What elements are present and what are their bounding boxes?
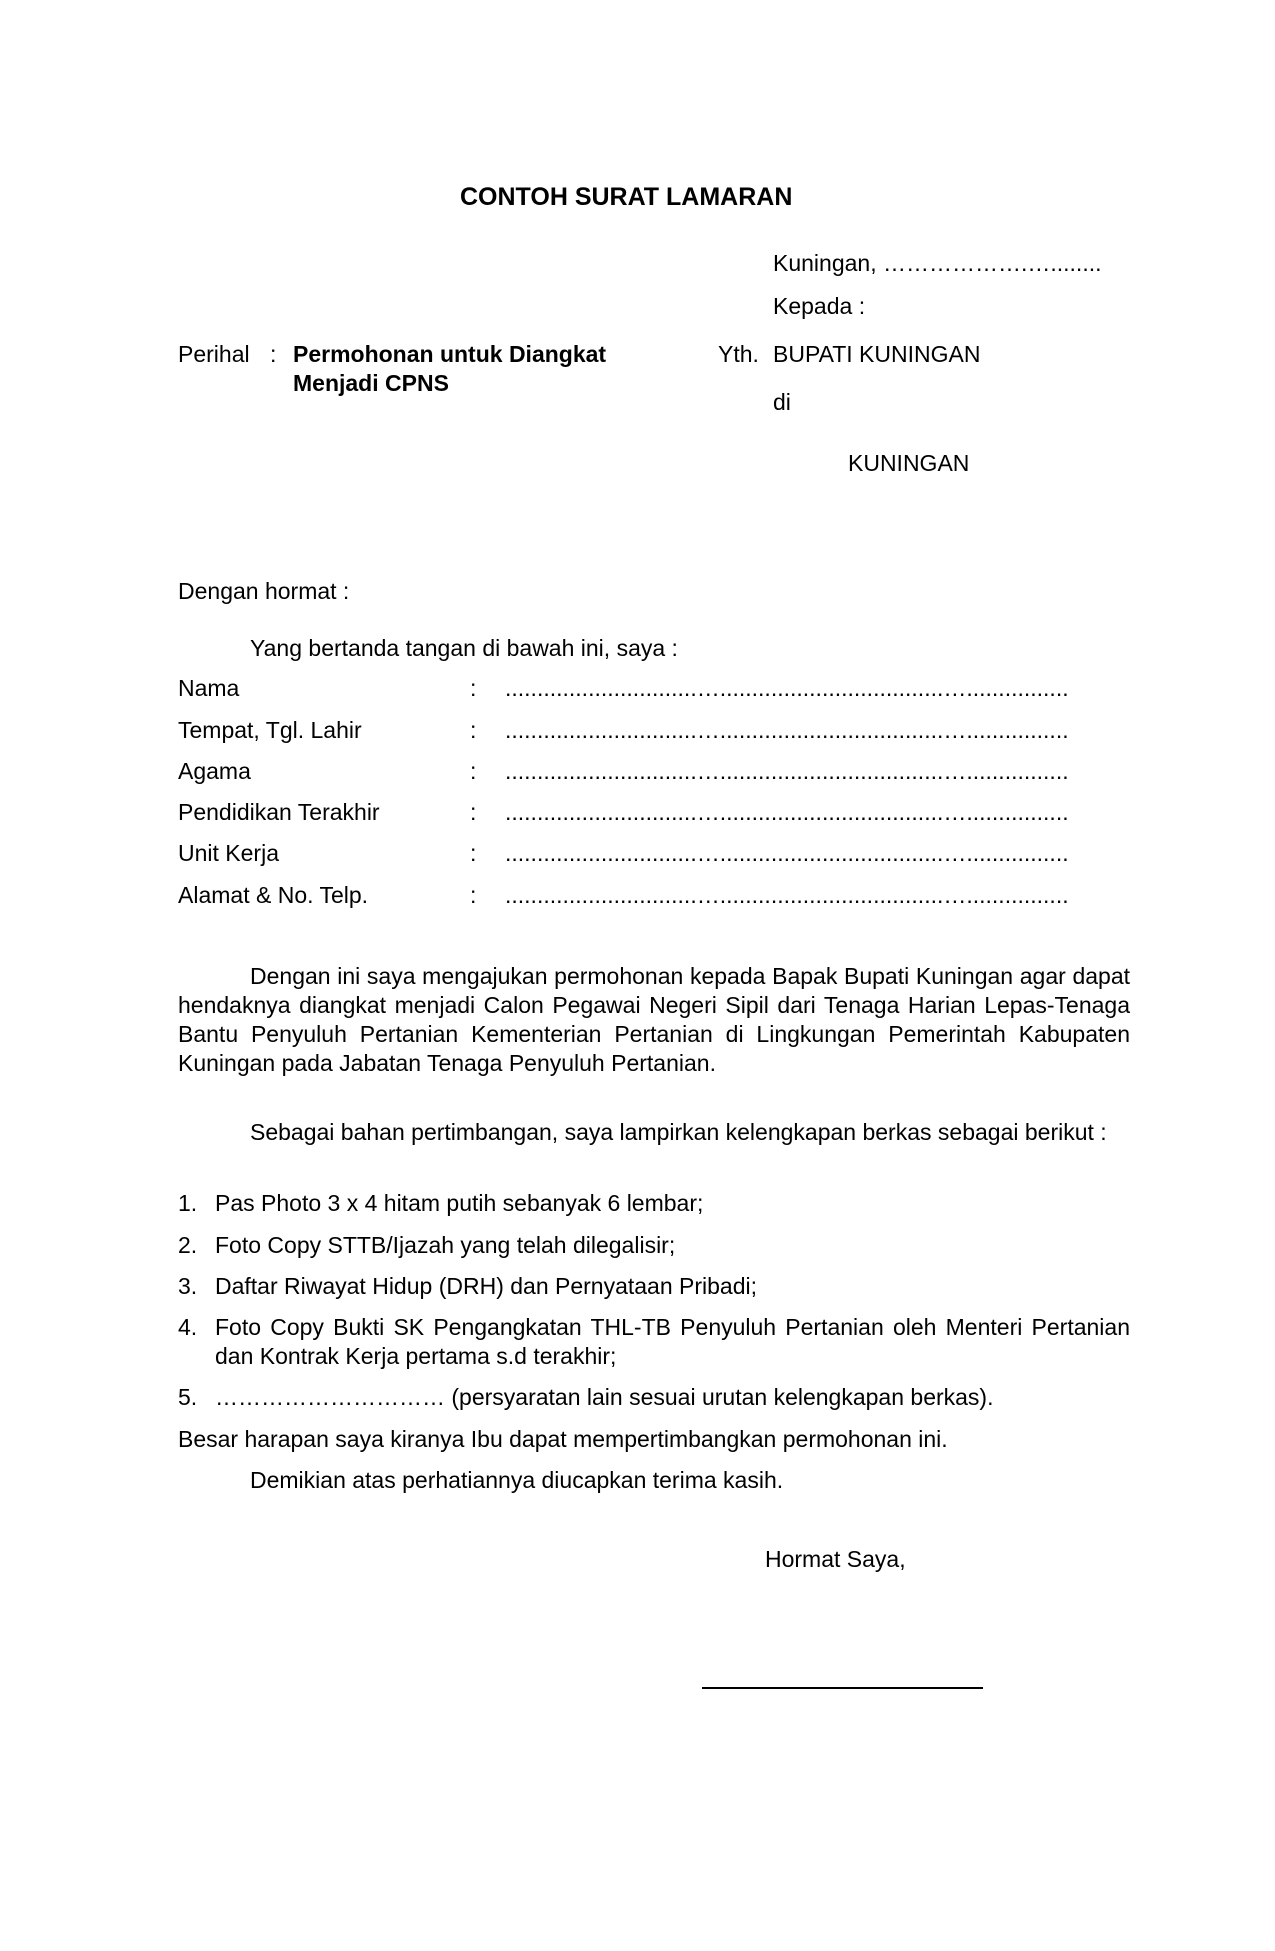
field-colon: : bbox=[470, 675, 477, 701]
perihal-colon: : bbox=[270, 341, 277, 367]
closing-line-1: Besar harapan saya kiranya Ibu dapat mempertimbangkan permohonan ini. bbox=[178, 1426, 948, 1452]
list-number: 5. bbox=[178, 1384, 198, 1410]
list-text: Daftar Riwayat Hidup (DRH) dan Pernyataan Pribadi; bbox=[215, 1273, 758, 1299]
perihal-label: Perihal bbox=[178, 341, 250, 367]
recipient-city: KUNINGAN bbox=[848, 450, 970, 476]
field-label: Tempat, Tgl. Lahir bbox=[178, 717, 362, 743]
list-number: 3. bbox=[178, 1273, 198, 1299]
field-blank: ..............................…...................................…................ bbox=[505, 758, 1069, 784]
field-label: Agama bbox=[178, 758, 251, 784]
field-label: Alamat & No. Telp. bbox=[178, 882, 369, 908]
body-paragraph-1: Dengan ini saya mengajukan permohonan kepada Bapak Bupati Kuningan agar dapat hendaknya diangkat menjadi Calon Pegawai Negeri Sipil dari Tenaga Harian Lepas-Tenaga Bantu Penyuluh Pertanian Kementerian Pertanian di Lingkungan Pemerintah Kabupaten Kuningan pada Jabatan Tenaga Penyuluh Pertanian. bbox=[178, 963, 1130, 1076]
di-label: di bbox=[773, 389, 791, 415]
field-colon: : bbox=[470, 840, 477, 866]
signoff: Hormat Saya, bbox=[765, 1546, 906, 1572]
field-colon: : bbox=[470, 758, 477, 784]
kepada-label: Kepada : bbox=[773, 293, 866, 319]
list-text: Pas Photo 3 x 4 hitam putih sebanyak 6 lembar; bbox=[215, 1190, 704, 1216]
perihal-line-1: Permohonan untuk Diangkat bbox=[293, 341, 607, 367]
intro-text: Yang bertanda tangan di bawah ini, saya : bbox=[250, 635, 678, 661]
list-text: Foto Copy STTB/Ijazah yang telah dilegalisir; bbox=[215, 1232, 676, 1258]
field-label: Pendidikan Terakhir bbox=[178, 799, 380, 825]
place-date: Kuningan, ……………….…........ bbox=[773, 250, 1102, 276]
yth-label: Yth. bbox=[718, 341, 759, 367]
field-blank: ..............................…...................................…................ bbox=[505, 882, 1069, 908]
body-paragraph-2: Sebagai bahan pertimbangan, saya lampirkan kelengkapan berkas sebagai berikut : bbox=[250, 1119, 1107, 1145]
signature-line bbox=[702, 1687, 983, 1689]
field-blank: ..............................…...................................…................ bbox=[505, 799, 1069, 825]
field-label: Nama bbox=[178, 675, 240, 701]
list-text: Foto Copy Bukti SK Pengangkatan THL-TB Penyuluh Pertanian oleh Menteri Pertanian dan Kontrak Kerja pertama s.d terakhir; bbox=[215, 1314, 1130, 1369]
list-number: 4. bbox=[178, 1314, 198, 1340]
salutation: Dengan hormat : bbox=[178, 578, 350, 604]
field-blank: ..............................…...................................…................ bbox=[505, 717, 1069, 743]
field-colon: : bbox=[470, 717, 477, 743]
letter-title: CONTOH SURAT LAMARAN bbox=[460, 183, 793, 211]
perihal-line-2: Menjadi CPNS bbox=[293, 370, 449, 396]
field-colon: : bbox=[470, 882, 477, 908]
recipient-name: BUPATI KUNINGAN bbox=[773, 341, 981, 367]
field-colon: : bbox=[470, 799, 477, 825]
field-blank: ..............................…...................................…................ bbox=[505, 675, 1069, 701]
list-text: ………………………… (persyaratan lain sesuai urutan kelengkapan berkas). bbox=[215, 1384, 994, 1410]
list-number: 2. bbox=[178, 1232, 198, 1258]
closing-line-2: Demikian atas perhatiannya diucapkan terima kasih. bbox=[250, 1467, 784, 1493]
list-number: 1. bbox=[178, 1190, 198, 1216]
field-blank: ..............................…...................................…................ bbox=[505, 840, 1069, 866]
field-label: Unit Kerja bbox=[178, 840, 279, 866]
